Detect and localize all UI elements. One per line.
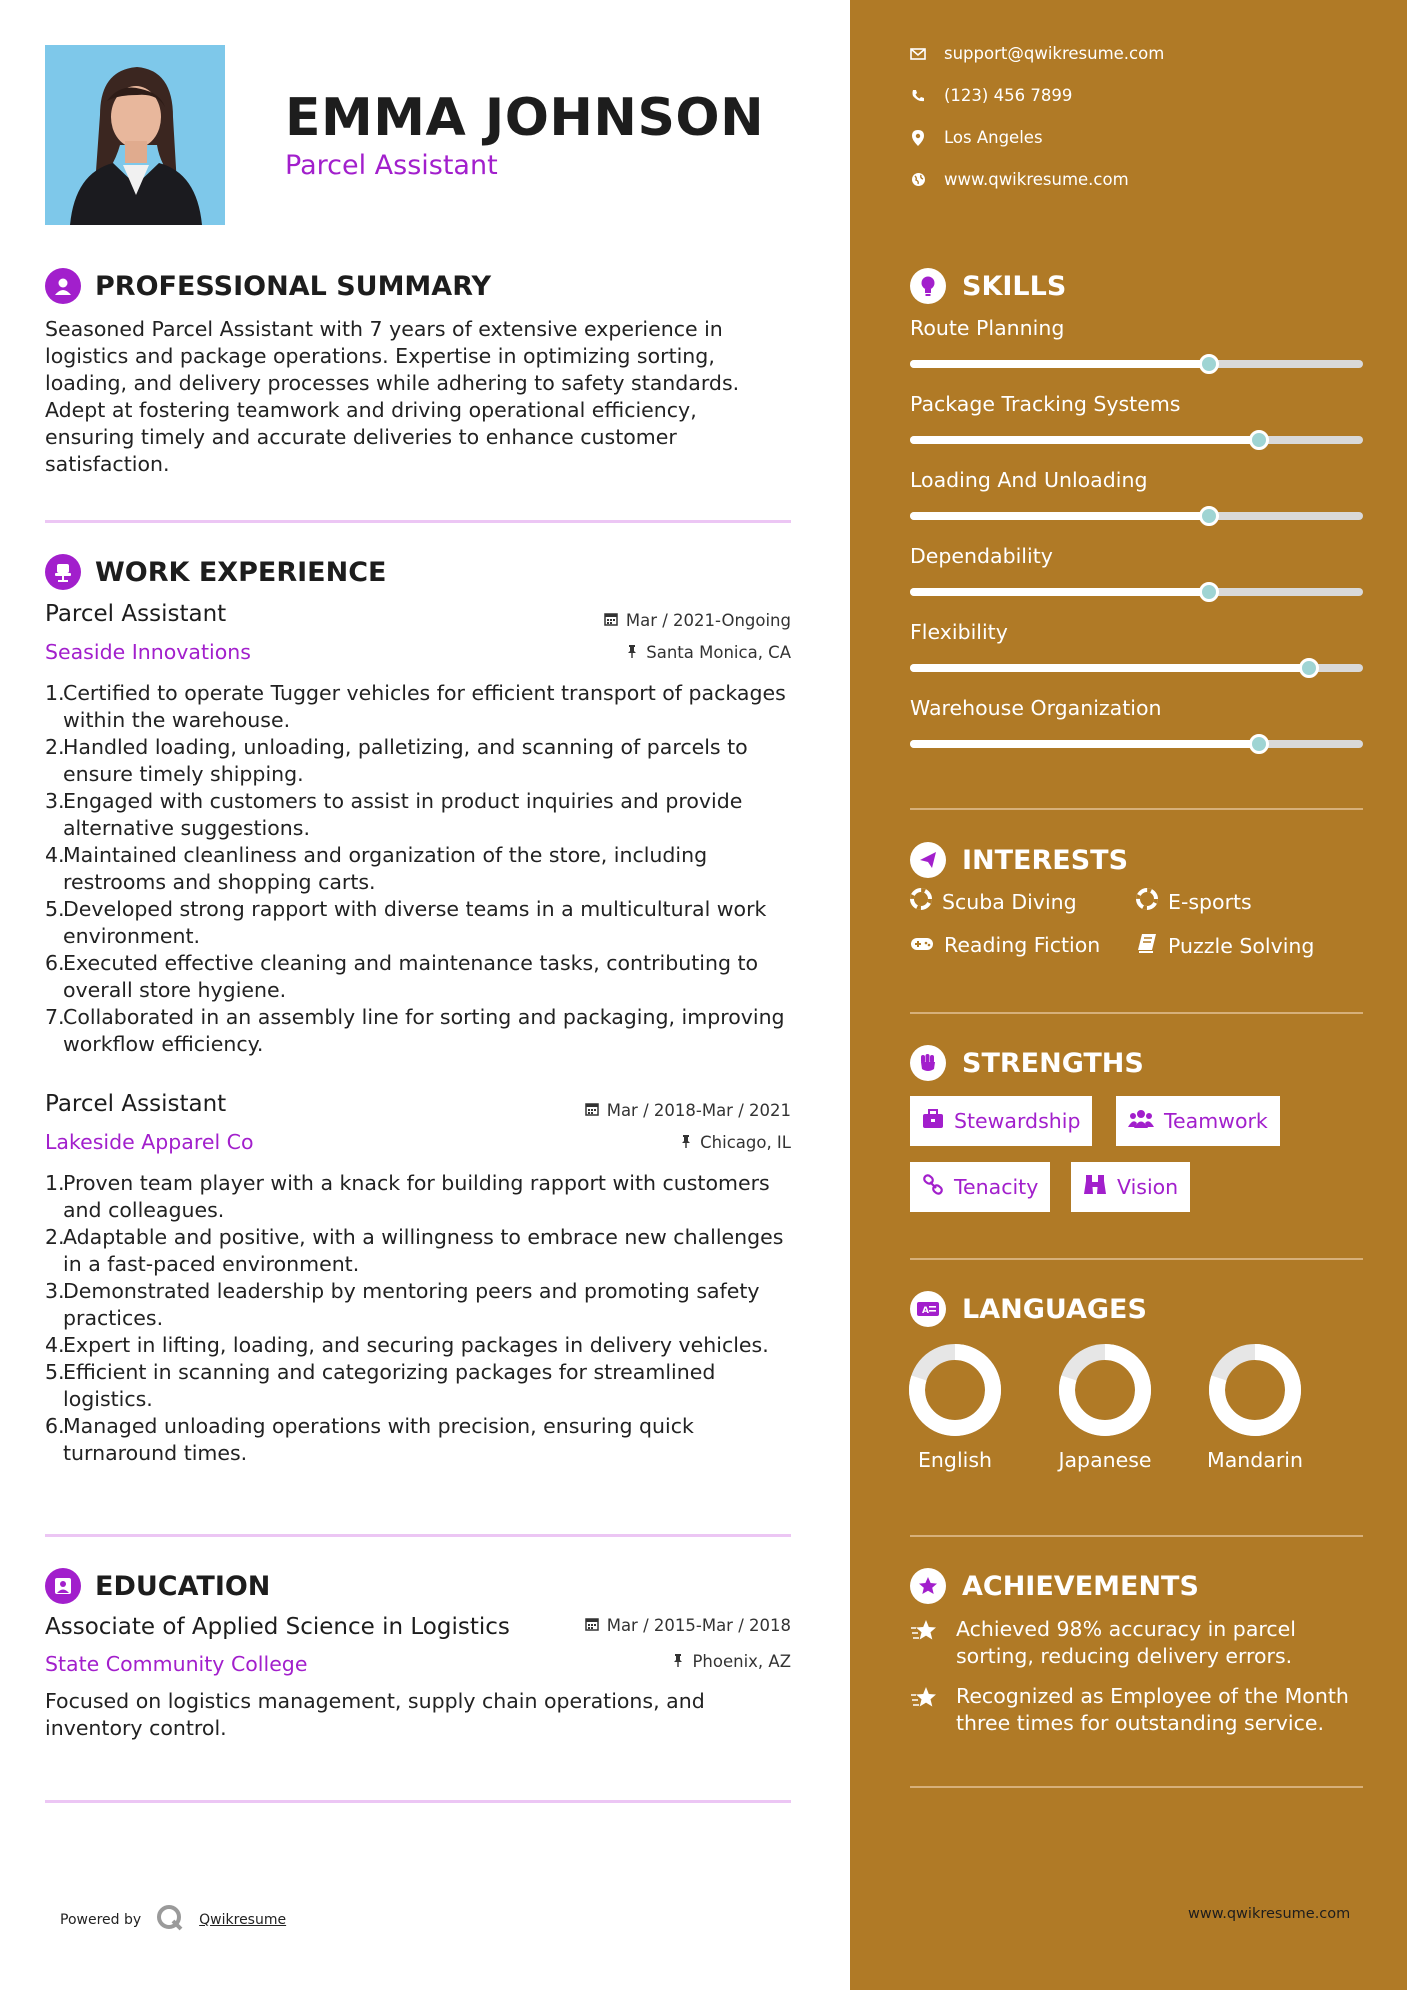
job-dates — [585, 1101, 791, 1120]
candidate-title: Parcel Assistant — [285, 150, 498, 181]
star-icon — [910, 1618, 942, 1670]
section-divider — [45, 520, 791, 523]
job-dates — [604, 611, 791, 630]
language-level-ring — [905, 1340, 1005, 1440]
candidate-name: EMMA JOHNSON — [285, 88, 765, 148]
list-item: Collaborated in an assembly line for sorting and packaging, improving workflow efficiency. — [63, 1005, 785, 1056]
star-icon — [910, 1685, 942, 1737]
paper-plane-icon — [910, 842, 946, 878]
language-item — [1045, 1340, 1165, 1472]
skill-bar — [910, 360, 1363, 368]
education-dates-text: Mar / 2015-Mar / 2018 — [606, 1616, 791, 1635]
phone-icon — [910, 89, 926, 103]
map-marker-icon — [910, 130, 926, 146]
profile-photo — [45, 45, 225, 225]
skills-heading — [910, 268, 1066, 304]
job-title: Parcel Assistant — [45, 601, 227, 627]
skill-bar-fill — [910, 512, 1209, 520]
sidebar-divider — [910, 808, 1363, 810]
strength-label: Teamwork — [1164, 1109, 1268, 1133]
achievement-item — [910, 1616, 1363, 1670]
star-badge-icon — [910, 1568, 946, 1604]
pin-icon — [626, 643, 638, 662]
interest-item — [910, 888, 1077, 915]
education-location — [672, 1652, 791, 1671]
pin-icon — [680, 1133, 692, 1152]
achievement-text: Achieved 98% accuracy in parcel sorting, reducing delivery errors. — [956, 1617, 1296, 1668]
job-bullets — [45, 680, 795, 1058]
strengths-heading — [910, 1045, 1144, 1081]
section-divider — [45, 1800, 791, 1803]
section-divider — [45, 1534, 791, 1537]
qwikresume-link[interactable]: Qwikresume — [199, 1912, 287, 1928]
job-location — [680, 1133, 791, 1152]
interest-item — [1136, 888, 1252, 915]
school-name: State Community College — [45, 1652, 308, 1676]
lifebuoy-icon — [910, 888, 932, 915]
skill-label: Route Planning — [910, 316, 1065, 340]
contact-website[interactable] — [910, 170, 1129, 189]
interest-label: Reading Fiction — [944, 933, 1101, 957]
job-location-text: Santa Monica, CA — [646, 643, 791, 662]
strength-label: Tenacity — [954, 1175, 1039, 1199]
user-circle-icon — [45, 268, 81, 304]
skills-title: SKILLS — [962, 270, 1067, 302]
job-location-text: Chicago, IL — [700, 1133, 791, 1152]
skill-label: Flexibility — [910, 620, 1008, 644]
sidebar-divider — [910, 1012, 1363, 1014]
skill-label: Package Tracking Systems — [910, 392, 1181, 416]
skill-label: Warehouse Organization — [910, 696, 1162, 720]
svg-text:A: A — [922, 1306, 929, 1316]
experience-title: WORK EXPERIENCE — [95, 556, 387, 588]
skill-bar — [910, 588, 1363, 596]
list-item: Developed strong rapport with diverse teams in a multicultural work environment. — [63, 897, 767, 948]
skill-label: Dependability — [910, 544, 1053, 568]
job-company: Seaside Innovations — [45, 640, 251, 664]
contact-location — [910, 128, 1043, 147]
job-bullets — [45, 1170, 795, 1467]
languages-heading — [910, 1291, 1147, 1327]
language-label: Japanese — [1058, 1448, 1152, 1472]
strengths-title: STRENGTHS — [962, 1047, 1144, 1079]
list-item: Certified to operate Tugger vehicles for efficient transport of packages within the warehouse. — [63, 681, 786, 732]
contact-phone-text: (123) 456 7899 — [944, 86, 1073, 105]
envelope-icon — [910, 48, 926, 60]
summary-text: Seasoned Parcel Assistant with 7 years of extensive experience in logistics and package operations. Expertise in optimizing sorting, loading, and delivery processes while adhering to safety standards. Adept at fostering teamwork and driving operational efficiency, ensuring timely and accurate deliveries to enhance customer satisfaction. — [45, 317, 740, 476]
summary-title: PROFESSIONAL SUMMARY — [95, 270, 492, 302]
language-label: English — [917, 1448, 993, 1472]
strength-badge — [910, 1096, 1092, 1146]
sidebar-divider — [910, 1535, 1363, 1537]
list-item: Expert in lifting, loading, and securing packages in delivery vehicles. — [63, 1333, 769, 1357]
contact-location-text: Los Angeles — [944, 128, 1043, 147]
summary-heading — [45, 268, 491, 304]
education-title: EDUCATION — [95, 1570, 271, 1602]
powered-by — [60, 1903, 286, 1937]
strength-badge — [1116, 1096, 1280, 1146]
fist-icon — [910, 1045, 946, 1081]
skill-bar-fill — [910, 588, 1209, 596]
calendar-icon — [604, 611, 618, 630]
skill-bar-knob — [1299, 658, 1319, 678]
language-label: Mandarin — [1207, 1448, 1303, 1472]
skill-bar-knob — [1199, 506, 1219, 526]
binoculars-icon — [1083, 1174, 1107, 1201]
list-item: Engaged with customers to assist in product inquiries and provide alternative suggestions. — [63, 789, 743, 840]
job-dates-text: Mar / 2021-Ongoing — [625, 611, 791, 630]
skill-bar — [910, 436, 1363, 444]
list-item: Proven team player with a knack for building rapport with customers and colleagues. — [63, 1171, 770, 1222]
interest-label: Puzzle Solving — [1168, 933, 1315, 958]
list-item: Handled loading, unloading, palletizing, and scanning of parcels to ensure timely shipping. — [63, 735, 748, 786]
education-heading — [45, 1568, 270, 1604]
interest-label: Scuba Diving — [942, 889, 1077, 914]
language-level-ring — [1205, 1340, 1305, 1440]
pin-icon — [672, 1652, 684, 1671]
interest-item — [910, 933, 1100, 957]
graduate-icon — [45, 1568, 81, 1604]
education-location-text: Phoenix, AZ — [692, 1652, 791, 1671]
skill-bar-knob — [1249, 430, 1269, 450]
skill-bar-knob — [1249, 734, 1269, 754]
education-dates — [585, 1616, 791, 1635]
skill-bar — [910, 664, 1363, 672]
office-chair-icon — [45, 554, 81, 590]
list-item: Maintained cleanliness and organization of the store, including restrooms and shopping carts. — [63, 843, 708, 894]
book-icon — [1136, 933, 1158, 958]
contact-website-text: www.qwikresume.com — [944, 170, 1129, 189]
skill-label: Loading And Unloading — [910, 468, 1148, 492]
skill-bar-fill — [910, 664, 1309, 672]
lightbulb-icon — [910, 268, 946, 304]
briefcase-icon — [922, 1109, 944, 1134]
job-company: Lakeside Apparel Co — [45, 1130, 254, 1154]
interests-heading — [910, 842, 1128, 878]
interest-item — [1136, 933, 1314, 958]
globe-icon — [910, 172, 926, 187]
language-item — [1195, 1340, 1315, 1472]
list-item: Executed effective cleaning and maintenance tasks, contributing to overall store hygiene. — [63, 951, 759, 1002]
interest-label: E-sports — [1168, 889, 1252, 914]
job-dates-text: Mar / 2018-Mar / 2021 — [606, 1101, 791, 1120]
calendar-icon — [585, 1616, 599, 1635]
skill-bar — [910, 512, 1363, 520]
footer-website[interactable]: www.qwikresume.com — [1188, 1906, 1351, 1922]
education-description: Focused on logistics management, supply chain operations, and inventory control. — [45, 1689, 705, 1740]
lifebuoy-icon — [1136, 888, 1158, 915]
powered-by-label: Powered by — [60, 1912, 142, 1928]
contact-email[interactable] — [910, 44, 1164, 63]
skill-bar-knob — [1199, 354, 1219, 374]
link-icon — [922, 1174, 944, 1201]
skill-bar — [910, 740, 1363, 748]
strength-label: Stewardship — [954, 1109, 1081, 1133]
qwikresume-logo-icon — [155, 1903, 185, 1937]
strength-badge — [1071, 1162, 1190, 1212]
skill-bar-fill — [910, 436, 1259, 444]
experience-heading — [45, 554, 386, 590]
list-item: Efficient in scanning and categorizing packages for streamlined logistics. — [63, 1360, 716, 1411]
language-item — [895, 1340, 1015, 1472]
achievement-text: Recognized as Employee of the Month three times for outstanding service. — [956, 1684, 1349, 1735]
job-title: Parcel Assistant — [45, 1091, 227, 1117]
sidebar-divider — [910, 1258, 1363, 1260]
degree-title: Associate of Applied Science in Logistics — [45, 1614, 510, 1640]
achievements-title: ACHIEVEMENTS — [962, 1570, 1199, 1602]
achievement-item — [910, 1683, 1363, 1737]
achievements-heading — [910, 1568, 1199, 1604]
gamepad-icon — [910, 933, 934, 957]
sidebar-divider — [910, 1786, 1363, 1788]
language-level-ring — [1055, 1340, 1155, 1440]
interests-title: INTERESTS — [962, 844, 1129, 876]
job-location — [626, 643, 791, 662]
contact-email-text: support@qwikresume.com — [944, 44, 1165, 63]
list-item: Managed unloading operations with precision, ensuring quick turnaround times. — [63, 1414, 694, 1465]
strength-badge — [910, 1162, 1050, 1212]
languages-title: LANGUAGES — [962, 1293, 1147, 1325]
calendar-icon — [585, 1101, 599, 1120]
list-item: Adaptable and positive, with a willingness to embrace new challenges in a fast-paced environment. — [63, 1225, 784, 1276]
strength-label: Vision — [1117, 1175, 1179, 1199]
list-item: Demonstrated leadership by mentoring peers and promoting safety practices. — [63, 1279, 760, 1330]
skill-bar-knob — [1199, 582, 1219, 602]
contact-phone[interactable] — [910, 86, 1072, 105]
skill-bar-fill — [910, 740, 1259, 748]
skill-bar-fill — [910, 360, 1209, 368]
users-icon — [1128, 1109, 1154, 1134]
translate-icon — [910, 1291, 946, 1327]
